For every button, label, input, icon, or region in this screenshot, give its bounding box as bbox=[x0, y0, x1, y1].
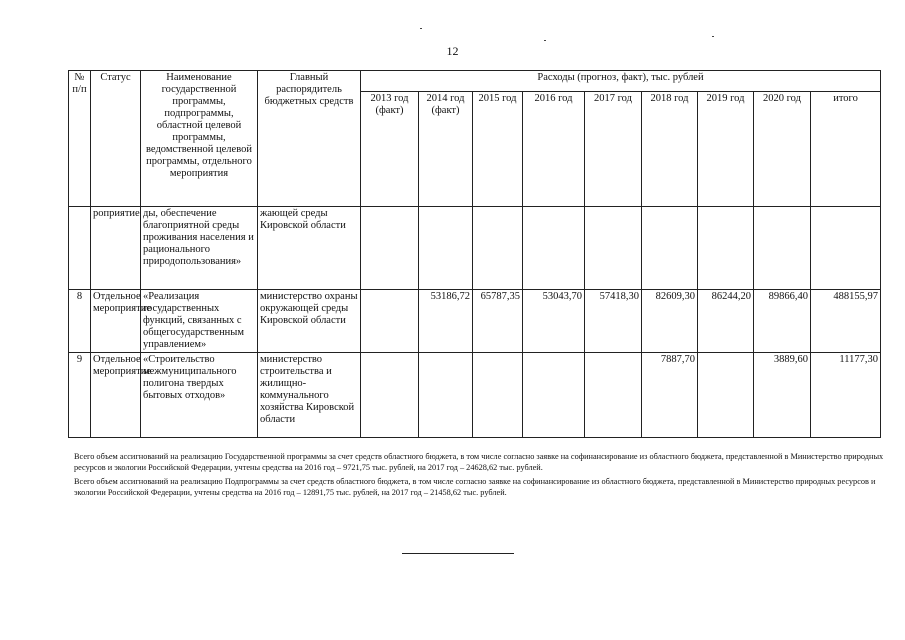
header-name: Наименование государственной программы, подпрограммы, областной целевой программы, ведомственной целевой программы, отдельного мероприятия bbox=[141, 71, 258, 207]
table-header-row bbox=[69, 71, 881, 92]
table-row bbox=[69, 353, 881, 438]
row-name: «Реализация государственных функций, связанных с общегосударственным управлением» bbox=[141, 290, 258, 353]
scan-speck bbox=[544, 40, 546, 41]
row-value bbox=[523, 353, 585, 438]
header-year: 2018 год bbox=[642, 92, 698, 207]
header-year: 2017 год bbox=[585, 92, 642, 207]
header-expenses: Расходы (прогноз, факт), тыс. рублей bbox=[361, 71, 881, 92]
row-value: 57418,30 bbox=[585, 290, 642, 353]
row-value: 65787,35 bbox=[473, 290, 523, 353]
row-total: 488155,97 bbox=[811, 290, 881, 353]
footnote: Всего объем ассигнований на реализацию Подпрограммы за счет средств областного бюджета, в том числе согласно заявке на софинансирование из областного бюджета, представленной в Министерство природных ресурсов и экологии Российской Федерации, учтены средства на 2016 год – 12891,75 тыс. рублей, на 2017 год – 21458,62 тыс. рублей. bbox=[74, 477, 876, 497]
row-value bbox=[419, 207, 473, 290]
header-year: 2016 год bbox=[523, 92, 585, 207]
row-value: 82609,30 bbox=[642, 290, 698, 353]
header-total: итого bbox=[811, 92, 881, 207]
row-num: 9 bbox=[69, 353, 91, 438]
row-value: 3889,60 bbox=[754, 353, 811, 438]
row-executor: жающей среды Кировской области bbox=[258, 207, 361, 290]
row-value bbox=[361, 290, 419, 353]
separator-line bbox=[402, 553, 514, 554]
row-num bbox=[69, 207, 91, 290]
row-value bbox=[473, 207, 523, 290]
row-value: 7887,70 bbox=[642, 353, 698, 438]
row-value: 86244,20 bbox=[698, 290, 754, 353]
row-status: Отдельное мероприятие bbox=[91, 290, 141, 353]
header-executor: Главный распорядитель бюджетных средств bbox=[258, 71, 361, 207]
row-value: 89866,40 bbox=[754, 290, 811, 353]
row-value bbox=[698, 353, 754, 438]
row-num: 8 bbox=[69, 290, 91, 353]
header-num: № п/п bbox=[69, 71, 91, 207]
header-year: 2014 год (факт) bbox=[419, 92, 473, 207]
row-value bbox=[473, 353, 523, 438]
row-name: «Строительство межмуниципального полигона твердых бытовых отходов» bbox=[141, 353, 258, 438]
header-year: 2019 год bbox=[698, 92, 754, 207]
row-status: Отдельное мероприятие bbox=[91, 353, 141, 438]
header-year: 2015 год bbox=[473, 92, 523, 207]
row-value bbox=[361, 353, 419, 438]
row-executor: министерство охраны окружающей среды Кировской области bbox=[258, 290, 361, 353]
row-status: роприятие bbox=[91, 207, 141, 290]
row-value bbox=[585, 207, 642, 290]
row-value bbox=[523, 207, 585, 290]
header-year: 2020 год bbox=[754, 92, 811, 207]
row-value bbox=[419, 353, 473, 438]
scan-speck bbox=[712, 36, 714, 37]
row-executor: министерство строительства и жилищно-коммунального хозяйства Кировской области bbox=[258, 353, 361, 438]
footnote: Всего объем ассигнований на реализацию Государственной программы за счет средств областного бюджета, в том числе согласно заявке на софинансирование из областного бюджета, представленной в Министерство природных ресурсов и экологии Российской Федерации, учтены средства на 2016 год – 9721,75 тыс. рублей, на 2017 год – 24628,62 тыс. рублей. bbox=[74, 452, 884, 472]
budget-expenses-table bbox=[68, 70, 881, 438]
row-name: ды, обеспечение благоприятной среды проживания населения и рационального природопользования» bbox=[141, 207, 258, 290]
row-total: 11177,30 bbox=[811, 353, 881, 438]
footnotes bbox=[74, 451, 884, 501]
scan-speck bbox=[420, 28, 422, 29]
row-value bbox=[754, 207, 811, 290]
row-value bbox=[585, 353, 642, 438]
header-year: 2013 год (факт) bbox=[361, 92, 419, 207]
table-row bbox=[69, 207, 881, 290]
row-value: 53043,70 bbox=[523, 290, 585, 353]
row-value bbox=[361, 207, 419, 290]
row-value bbox=[698, 207, 754, 290]
row-value: 53186,72 bbox=[419, 290, 473, 353]
row-total bbox=[811, 207, 881, 290]
row-value bbox=[642, 207, 698, 290]
page-number: 12 bbox=[446, 44, 459, 58]
header-status: Статус bbox=[91, 71, 141, 207]
table-row bbox=[69, 290, 881, 353]
